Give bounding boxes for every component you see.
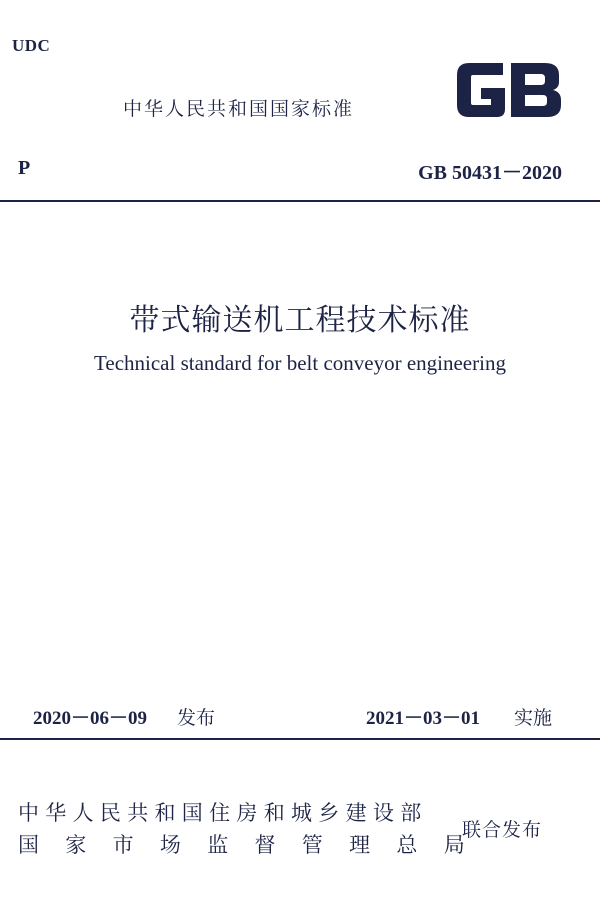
udc-label: UDC [12,36,51,55]
category-code: P [18,157,31,179]
implementation-label: 实施 [514,707,553,729]
joint-release-label: 联合发布 [462,819,543,841]
standard-number: GB 50431－2020 [418,162,562,184]
title-chinese: 带式输送机工程技术标准 [129,303,471,338]
issuer-ministry: 中华人民共和国住房和城乡建设部 [18,801,428,825]
gb-logo-icon [453,58,565,122]
implementation-date: 2021－03－01 [366,708,481,729]
top-divider [0,200,600,202]
title-english: Technical standard for belt conveyor engineering [94,351,506,375]
issue-date: 2020－06－09 [33,708,148,729]
issuer-administration: 国家市场监督管理总局 [18,833,491,857]
gb-logo [453,58,565,122]
national-standard-heading: 中华人民共和国国家标准 [123,98,355,120]
bottom-divider [0,738,600,740]
issue-label: 发布 [177,707,216,729]
